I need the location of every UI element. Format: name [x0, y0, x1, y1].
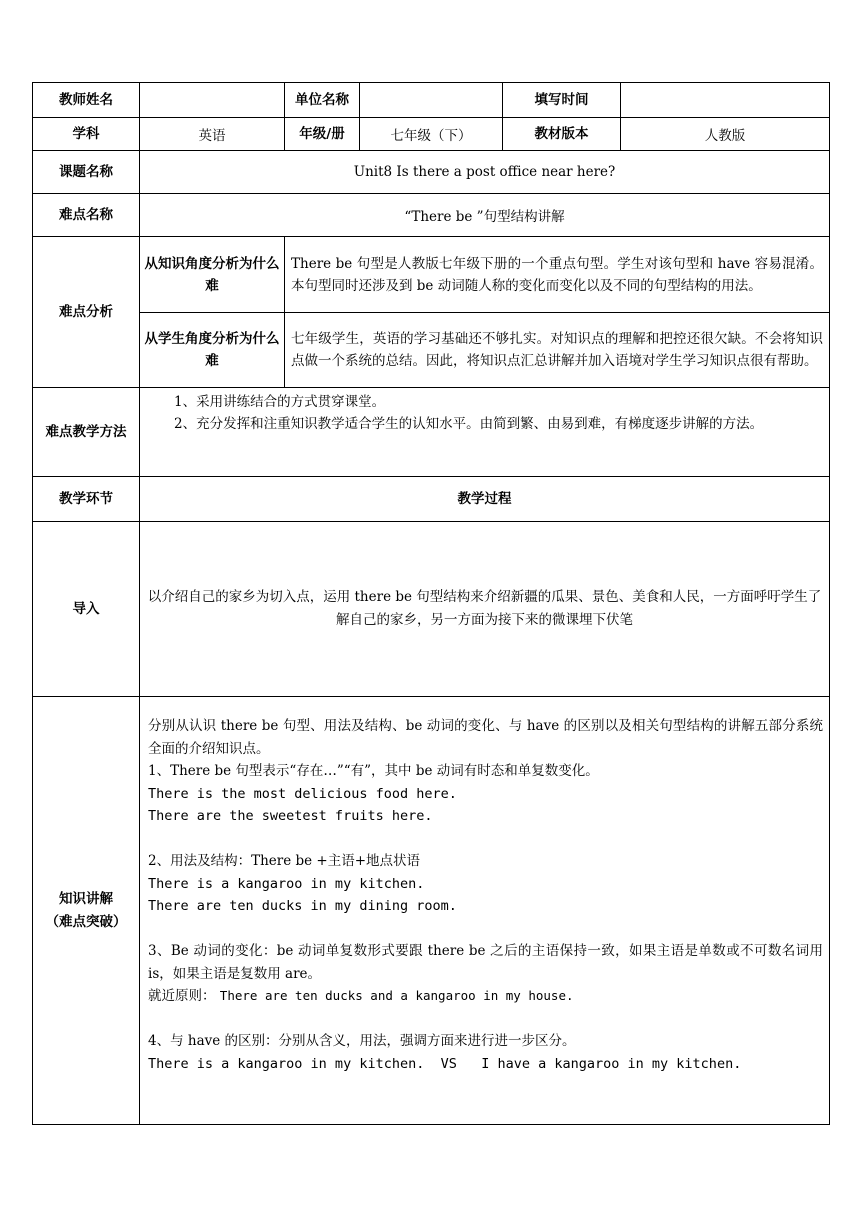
- example-4: There is a kangaroo in my kitchen. VS I have a kangaroo in my kitchen.: [148, 1055, 742, 1072]
- knowledge-content: [140, 697, 830, 1125]
- methods-cell: [140, 388, 830, 477]
- knowledge-row: [33, 697, 830, 1125]
- spacer: [148, 1008, 823, 1031]
- knowledge-point-1: 1、There be 句型表示“存在…”“有”，其中 be 动词有时态和单复数变化。: [148, 763, 599, 779]
- grade-label: 年级/册: [285, 118, 360, 151]
- example-1b: There are the sweetest fruits here.: [148, 808, 433, 824]
- analysis-row-student: [33, 313, 830, 388]
- proximity-rule-line: [148, 985, 823, 1008]
- example-2b: There are ten ducks in my dining room.: [148, 898, 457, 914]
- unit-name-label: 单位名称: [285, 83, 360, 118]
- teaching-stage-label: 教学环节: [33, 477, 140, 522]
- grade-value: 七年级（下）: [360, 118, 503, 151]
- intro-label: 导入: [33, 522, 140, 697]
- edition-value: 人教版: [621, 118, 830, 151]
- subject-label: 学科: [33, 118, 140, 151]
- subject-value: 英语: [140, 118, 285, 151]
- difficulty-row: [33, 194, 830, 237]
- knowledge-label-line-1: 知识讲解: [59, 890, 113, 907]
- lesson-plan-table: [32, 82, 830, 1125]
- fill-date-label: 填写时间: [503, 83, 621, 118]
- method-item-2: 2、充分发挥和注重知识教学适合学生的认知水平。由简到繁、由易到难，有梯度逐步讲解的方法。: [174, 416, 764, 432]
- edition-label: 教材版本: [503, 118, 621, 151]
- knowledge-angle-label: 从知识角度分析为什么难: [140, 237, 285, 313]
- knowledge-angle-text: There be 句型是人教版七年级下册的一个重点句型。学生对该句型和 have 容易混淆。本句型同时还涉及到 be 动词随人称的变化而变化以及不同的句型结构的用法。: [285, 237, 830, 313]
- analysis-label: 难点分析: [33, 237, 140, 388]
- proximity-rule-example: There are ten ducks and a kangaroo in my house.: [219, 988, 574, 1003]
- methods-row: [33, 388, 830, 477]
- example-2a: There is a kangaroo in my kitchen.: [148, 875, 425, 892]
- intro-text: 以介绍自己的家乡为切入点，运用 there be 句型结构来介绍新疆的瓜果、景色、美食和人民，一方面呼吁学生了解自己的家乡，另一方面为接下来的微课埋下伏笔: [140, 522, 830, 697]
- student-angle-text: 七年级学生，英语的学习基础还不够扎实。对知识点的理解和把控还很欠缺。不会将知识点做一个系统的总结。因此，将知识点汇总讲解并加入语境对学生学习知识点很有帮助。: [285, 313, 830, 388]
- unit-name-value: [360, 83, 503, 118]
- difficulty-label: 难点名称: [33, 194, 140, 237]
- method-item-1: 1、采用讲练结合的方式贯穿课堂。: [174, 394, 386, 410]
- methods-label: 难点教学方法: [33, 388, 140, 477]
- topic-value: Unit8 Is there a post office near here?: [140, 151, 830, 194]
- fill-date-value: [621, 83, 830, 118]
- difficulty-value: “There be ”句型结构讲解: [140, 194, 830, 237]
- teaching-process-label: 教学过程: [140, 477, 830, 522]
- topic-row: [33, 151, 830, 194]
- spacer: [148, 918, 823, 941]
- topic-label: 课题名称: [33, 151, 140, 194]
- teacher-name-value: [140, 83, 285, 118]
- knowledge-label: [33, 697, 140, 1125]
- intro-row: [33, 522, 830, 697]
- knowledge-overview: 分别从认识 there be 句型、用法及结构、be 动词的变化、与 have 的区别以及相关句型结构的讲解五部分系统全面的介绍知识点。: [148, 718, 823, 757]
- process-header-row: [33, 477, 830, 522]
- knowledge-point-2: 2、用法及结构：There be +主语+地点状语: [148, 853, 421, 869]
- analysis-row-knowledge: [33, 237, 830, 313]
- header-row-1: [33, 83, 830, 118]
- proximity-rule-label: 就近原则：: [148, 988, 216, 1004]
- knowledge-label-line-2: （难点突破）: [45, 913, 127, 930]
- teacher-name-label: 教师姓名: [33, 83, 140, 118]
- header-row-2: [33, 118, 830, 151]
- student-angle-label: 从学生角度分析为什么难: [140, 313, 285, 388]
- knowledge-point-3: 3、Be 动词的变化：be 动词单复数形式要跟 there be 之后的主语保持一致，如果主语是单数或不可数名词用 is，如果主语是复数用 are。: [148, 943, 823, 982]
- knowledge-point-4: 4、与 have 的区别：分别从含义，用法，强调方面来进行进一步区分。: [148, 1033, 576, 1049]
- example-1a: There is the most delicious food here.: [148, 785, 457, 802]
- spacer: [148, 828, 823, 851]
